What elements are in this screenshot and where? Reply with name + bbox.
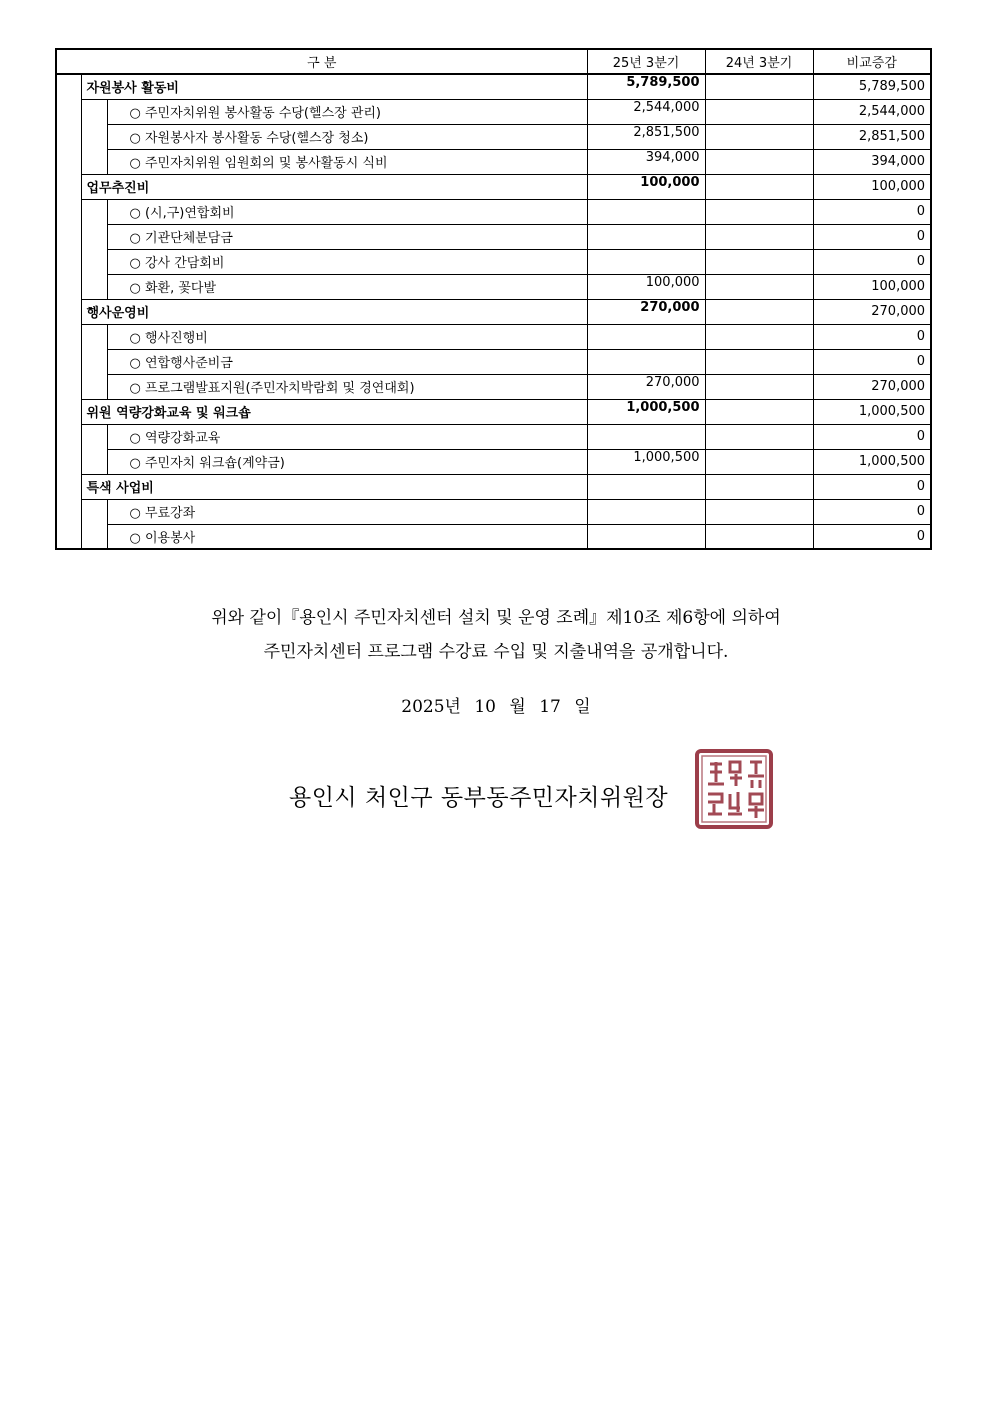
item-row [56, 424, 931, 449]
item-q25 [587, 424, 705, 449]
item-diff: 0 [813, 324, 931, 349]
item-label: ○ 무료강좌 [107, 499, 587, 524]
category-q25 [587, 474, 705, 499]
item-row [56, 324, 931, 349]
category-row [56, 399, 931, 424]
item-q25 [587, 499, 705, 524]
item-q24 [705, 99, 813, 124]
signer-title: 용인시 처인구 동부동주민자치위원장 [289, 785, 669, 811]
category-row [56, 74, 931, 99]
item-diff: 0 [813, 524, 931, 549]
item-q25 [587, 524, 705, 549]
row-indent [56, 499, 81, 524]
item-q25 [587, 324, 705, 349]
category-label: 자원봉사 활동비 [81, 74, 587, 99]
category-diff: 270,000 [813, 299, 931, 324]
item-label: ○ 행사진행비 [107, 324, 587, 349]
category-diff: 5,789,500 [813, 74, 931, 99]
row-subindent [81, 524, 107, 549]
item-label: ○ 주민자치위원 임원회의 및 봉사활동시 식비 [107, 149, 587, 174]
item-row [56, 349, 931, 374]
official-seal-stamp [694, 748, 774, 830]
item-label: ○ 연합행사준비금 [107, 349, 587, 374]
item-diff: 2,851,500 [813, 124, 931, 149]
item-diff: 0 [813, 499, 931, 524]
row-indent [56, 524, 81, 549]
row-subindent [81, 124, 107, 149]
item-row [56, 499, 931, 524]
row-indent [56, 424, 81, 449]
budget-table [55, 48, 932, 550]
row-subindent [81, 199, 107, 224]
category-q25: 100,000 [587, 174, 705, 199]
item-q25: 2,544,000 [587, 99, 705, 124]
header-diff: 비교증감 [813, 49, 931, 74]
item-diff: 0 [813, 424, 931, 449]
item-q24 [705, 274, 813, 299]
item-label: ○ 역량강화교육 [107, 424, 587, 449]
item-diff: 0 [813, 199, 931, 224]
header-category: 구 분 [56, 49, 587, 74]
row-indent [56, 149, 81, 174]
category-label: 행사운영비 [81, 299, 587, 324]
row-subindent [81, 249, 107, 274]
item-row [56, 374, 931, 399]
row-indent [56, 474, 81, 499]
item-q24 [705, 449, 813, 474]
category-q24 [705, 474, 813, 499]
item-q24 [705, 149, 813, 174]
notice-date: 2025년 10 월 17 일 [401, 697, 591, 717]
item-q24 [705, 374, 813, 399]
item-q25: 2,851,500 [587, 124, 705, 149]
category-row [56, 174, 931, 199]
item-label: ○ 주민자치 워크숍(계약금) [107, 449, 587, 474]
category-label: 업무추진비 [81, 174, 587, 199]
row-subindent [81, 374, 107, 399]
row-indent [56, 249, 81, 274]
row-subindent [81, 349, 107, 374]
item-q25: 100,000 [587, 274, 705, 299]
item-diff: 0 [813, 224, 931, 249]
item-row [56, 449, 931, 474]
row-indent [56, 299, 81, 324]
item-q25: 270,000 [587, 374, 705, 399]
item-q24 [705, 424, 813, 449]
category-diff: 1,000,500 [813, 399, 931, 424]
category-q25: 5,789,500 [587, 74, 705, 99]
item-diff: 1,000,500 [813, 449, 931, 474]
row-subindent [81, 499, 107, 524]
notice-line-1: 위와 같이『용인시 주민자치센터 설치 및 운영 조례』제10조 제6항에 의하여 [211, 608, 781, 628]
row-indent [56, 274, 81, 299]
row-indent [56, 349, 81, 374]
header-q24: 24년 3분기 [705, 49, 813, 74]
item-diff: 2,544,000 [813, 99, 931, 124]
item-q25 [587, 249, 705, 274]
item-q24 [705, 199, 813, 224]
item-label: ○ 화환, 꽃다발 [107, 274, 587, 299]
row-subindent [81, 224, 107, 249]
table-body [56, 74, 931, 549]
item-q24 [705, 324, 813, 349]
category-q25: 270,000 [587, 299, 705, 324]
item-row [56, 249, 931, 274]
item-diff: 270,000 [813, 374, 931, 399]
item-diff: 0 [813, 349, 931, 374]
row-indent [56, 174, 81, 199]
item-label: ○ 이용봉사 [107, 524, 587, 549]
category-q24 [705, 74, 813, 99]
category-row [56, 474, 931, 499]
item-q25 [587, 349, 705, 374]
row-subindent [81, 424, 107, 449]
category-row [56, 299, 931, 324]
category-q25: 1,000,500 [587, 399, 705, 424]
item-row [56, 274, 931, 299]
item-row [56, 199, 931, 224]
row-subindent [81, 99, 107, 124]
item-q25 [587, 224, 705, 249]
notice-line-2: 주민자치센터 프로그램 수강료 수입 및 지출내역을 공개합니다. [263, 642, 729, 662]
item-row [56, 149, 931, 174]
item-q24 [705, 224, 813, 249]
item-label: ○ 주민자치위원 봉사활동 수당(헬스장 관리) [107, 99, 587, 124]
item-row [56, 524, 931, 549]
item-row [56, 99, 931, 124]
item-q25 [587, 199, 705, 224]
row-indent [56, 399, 81, 424]
row-indent [56, 374, 81, 399]
category-label: 특색 사업비 [81, 474, 587, 499]
item-diff: 100,000 [813, 274, 931, 299]
item-q24 [705, 249, 813, 274]
item-label: ○ 프로그램발표지원(주민자치박람회 및 경연대회) [107, 374, 587, 399]
item-q24 [705, 499, 813, 524]
header-q25: 25년 3분기 [587, 49, 705, 74]
row-indent [56, 99, 81, 124]
item-label: ○ 자원봉사자 봉사활동 수당(헬스장 청소) [107, 124, 587, 149]
item-q25: 1,000,500 [587, 449, 705, 474]
item-label: ○ (시,구)연합회비 [107, 199, 587, 224]
item-row [56, 224, 931, 249]
category-q24 [705, 399, 813, 424]
category-diff: 100,000 [813, 174, 931, 199]
category-q24 [705, 174, 813, 199]
row-indent [56, 224, 81, 249]
item-q25: 394,000 [587, 149, 705, 174]
category-diff: 0 [813, 474, 931, 499]
row-indent [56, 449, 81, 474]
item-row [56, 124, 931, 149]
row-subindent [81, 449, 107, 474]
row-indent [56, 124, 81, 149]
row-indent [56, 199, 81, 224]
item-diff: 0 [813, 249, 931, 274]
category-q24 [705, 299, 813, 324]
row-indent [56, 324, 81, 349]
item-label: ○ 강사 간담회비 [107, 249, 587, 274]
row-subindent [81, 274, 107, 299]
item-diff: 394,000 [813, 149, 931, 174]
category-label: 위원 역량강화교육 및 워크숍 [81, 399, 587, 424]
item-q24 [705, 349, 813, 374]
row-subindent [81, 149, 107, 174]
item-q24 [705, 524, 813, 549]
row-indent [56, 74, 81, 99]
item-label: ○ 기관단체분담금 [107, 224, 587, 249]
table-header-row [56, 49, 931, 74]
row-subindent [81, 324, 107, 349]
item-q24 [705, 124, 813, 149]
